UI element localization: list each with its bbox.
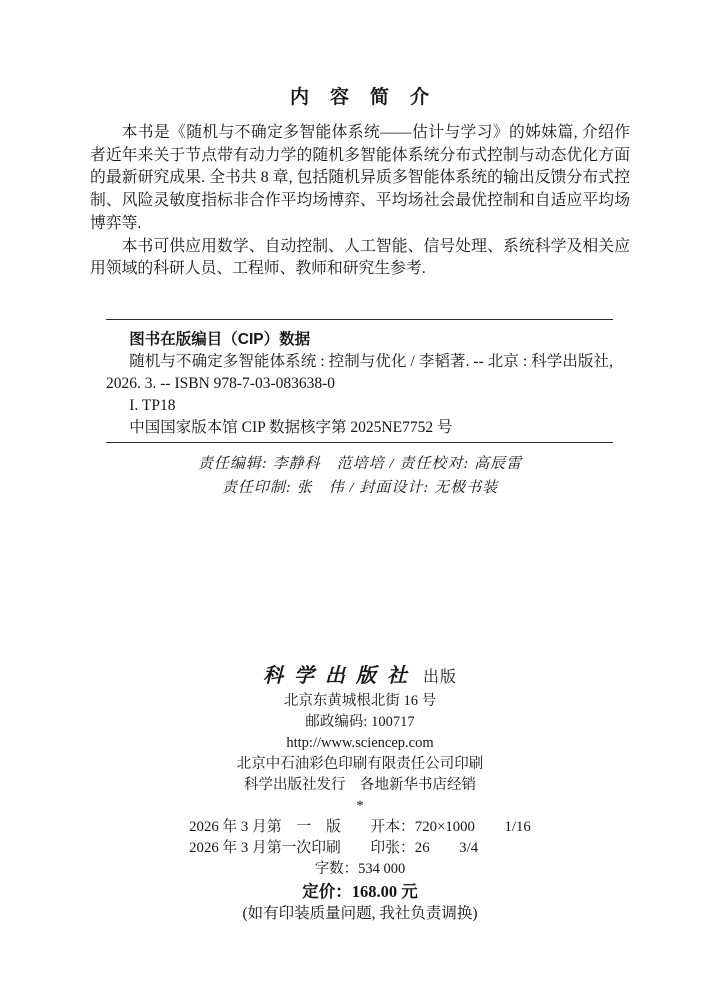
intro-paragraph-2: 本书可供应用数学、自动控制、人工智能、信号处理、系统科学及相关应用领域的科研人员、工程师、教师和研究生参考.: [90, 237, 630, 278]
cip-registry: 中国国家版本馆 CIP 数据核字第 2025NE7752 号: [129, 418, 453, 436]
intro-section: [90, 122, 630, 281]
edition-block: [189, 817, 531, 859]
cip-classification: I. TP18: [129, 396, 176, 414]
divider-top: [106, 319, 613, 320]
separator-star: *: [356, 797, 364, 814]
printing-line: 2026 年 3 月第一次印刷 印张：26 3/4: [189, 839, 479, 856]
intro-paragraph-1: 本书是《随机与不确定多智能体系统——估计与学习》的姊妹篇, 介绍作者近年来关于节点带有动力学的随机多智能体系统分布式控制与动态优化方面的最新研究成果. 全书共 8 章, 包括随机异质多智能体系统的输出反馈分布式控制、风险灵敏度指标非合作平均场博弈、平均场社会最优控制和自适应平均场博弈等.: [90, 124, 630, 232]
credits-print-design: 责任印制: 张 伟 / 封面设计: 无极书装: [221, 479, 499, 496]
publisher-line: [0, 662, 720, 691]
edition-line: 2026 年 3 月第 一 版 开本：720×1000 1/16: [189, 818, 531, 835]
publisher-suffix: 出版: [417, 668, 457, 686]
wordcount-line: 字数：534 000: [314, 860, 406, 877]
publisher-logo: 科学出版社: [262, 662, 418, 687]
colophon: [0, 662, 720, 925]
cip-heading: 图书在版编目（CIP）数据: [129, 330, 311, 348]
quality-note: (如有印装质量问题, 我社负责调换): [242, 904, 478, 922]
publisher-address: 北京东黄城根北街 16 号: [283, 692, 437, 709]
divider-bottom: [106, 442, 613, 443]
publisher-postcode: 邮政编码: 100717: [305, 713, 415, 730]
cip-record: 随机与不确定多智能体系统 : 控制与优化 / 李韬著. -- 北京 : 科学出版社, 2026. 3. -- ISBN 978-7-03-083638-0: [106, 352, 613, 392]
distribution-line: 科学出版社发行 各地新华书店经销: [244, 776, 476, 793]
credits-editors: 责任编辑: 李静科 范培培 / 责任校对: 高辰雷: [197, 455, 523, 472]
printer-line: 北京中石油彩色印刷有限责任公司印刷: [236, 755, 484, 772]
cip-block: [106, 319, 613, 443]
publisher-website: http://www.sciencep.com: [286, 734, 434, 751]
staff-credits: [0, 452, 720, 500]
price-line: 定价：168.00 元: [302, 881, 418, 901]
page-title: 内 容 简 介: [289, 87, 430, 108]
